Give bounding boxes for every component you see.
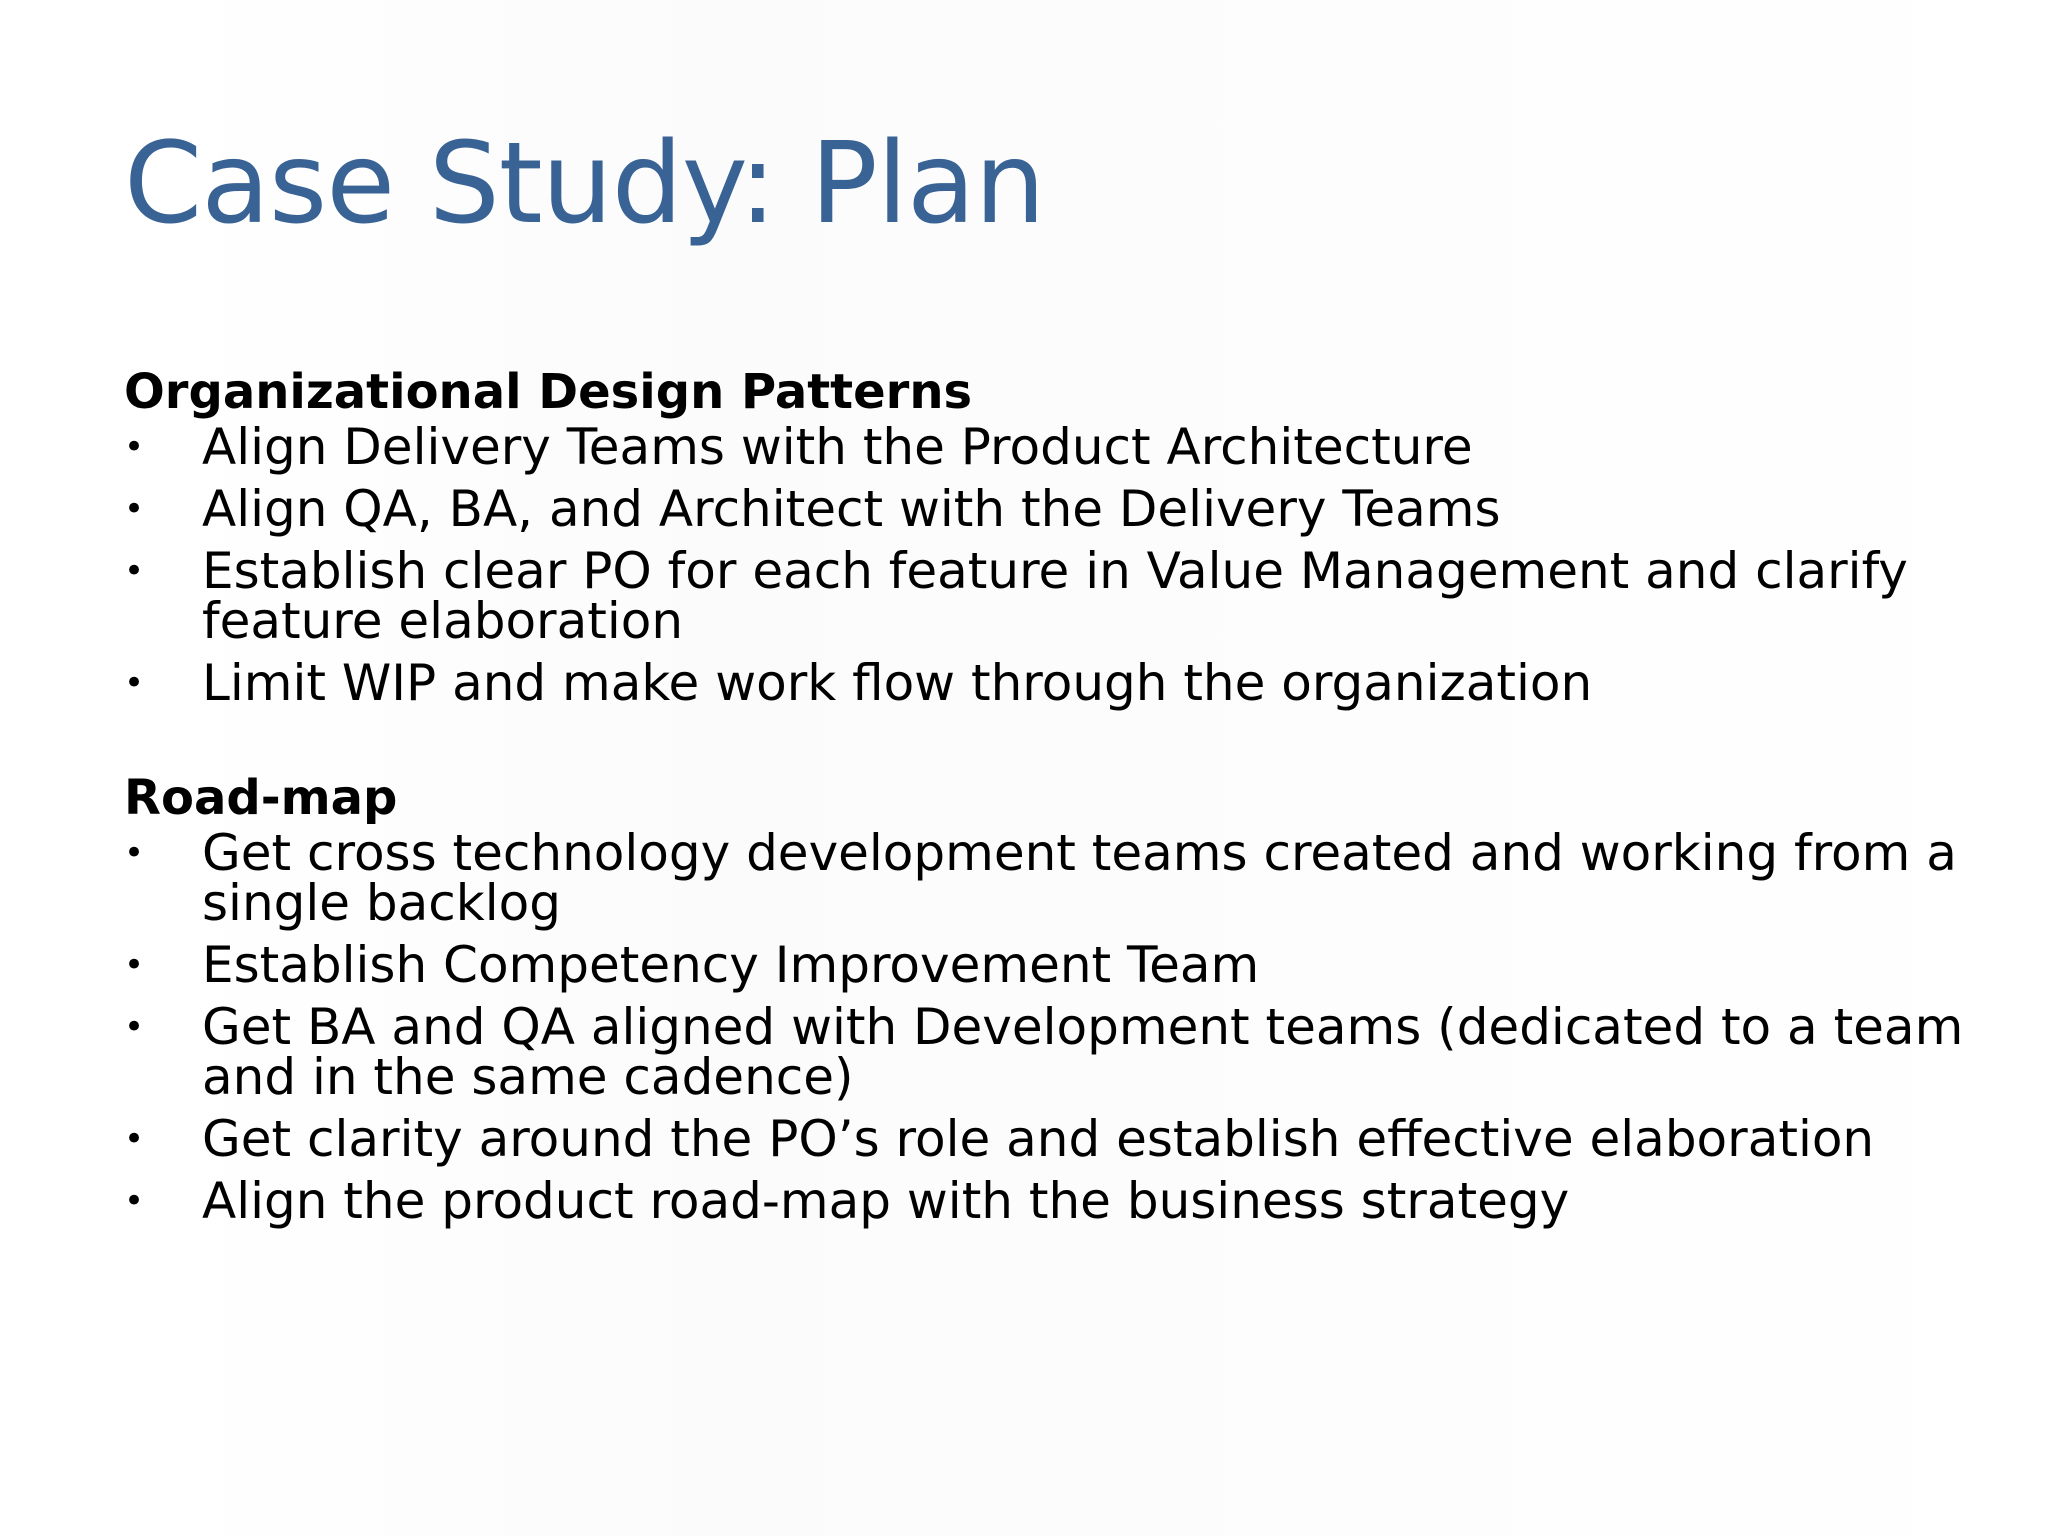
- list-item-text: Establish clear PO for each feature in Value Management and clarify feature elaboration: [202, 542, 1908, 650]
- bullet-list: [124, 418, 1984, 712]
- list-item: [124, 998, 1984, 1106]
- bullet-icon: •: [124, 1007, 145, 1047]
- list-item-text: Get cross technology development teams created and working from a single backlog: [202, 824, 1957, 932]
- section-heading: Organizational Design Patterns: [124, 364, 973, 420]
- bullet-icon: •: [124, 663, 145, 703]
- bullet-icon: •: [124, 945, 145, 985]
- bullet-icon: •: [124, 1119, 145, 1159]
- list-item-text: Establish Competency Improvement Team: [202, 936, 1260, 994]
- section-organizational-design-patterns: [124, 362, 1984, 712]
- list-item-text: Align QA, BA, and Architect with the Delivery Teams: [202, 480, 1501, 538]
- list-item: [124, 418, 1984, 476]
- list-item: [124, 654, 1984, 712]
- list-item: [124, 824, 1984, 932]
- section-road-map: [124, 768, 1984, 1230]
- list-item-text: Align the product road-map with the business strategy: [202, 1172, 1570, 1230]
- bullet-icon: •: [124, 489, 145, 529]
- section-heading: Road-map: [124, 770, 398, 826]
- list-item-text: Get clarity around the PO’s role and establish effective elaboration: [202, 1110, 1875, 1168]
- list-item-text: Limit WIP and make work flow through the organization: [202, 654, 1593, 712]
- list-item: [124, 1172, 1984, 1230]
- list-item: [124, 1110, 1984, 1168]
- bullet-list: [124, 824, 1984, 1230]
- bullet-icon: •: [124, 427, 145, 467]
- list-item: [124, 542, 1984, 650]
- list-item-text: Get BA and QA aligned with Development teams (dedicated to a team and in the same cadence): [202, 998, 1964, 1106]
- bullet-icon: •: [124, 1181, 145, 1221]
- list-item-text: Align Delivery Teams with the Product Architecture: [202, 418, 1473, 476]
- list-item: [124, 480, 1984, 538]
- bullet-icon: •: [124, 833, 145, 873]
- slide-body: [124, 362, 1984, 1238]
- bullet-icon: •: [124, 551, 145, 591]
- slide-title: Case Study: Plan: [124, 119, 1045, 249]
- list-item: [124, 936, 1984, 994]
